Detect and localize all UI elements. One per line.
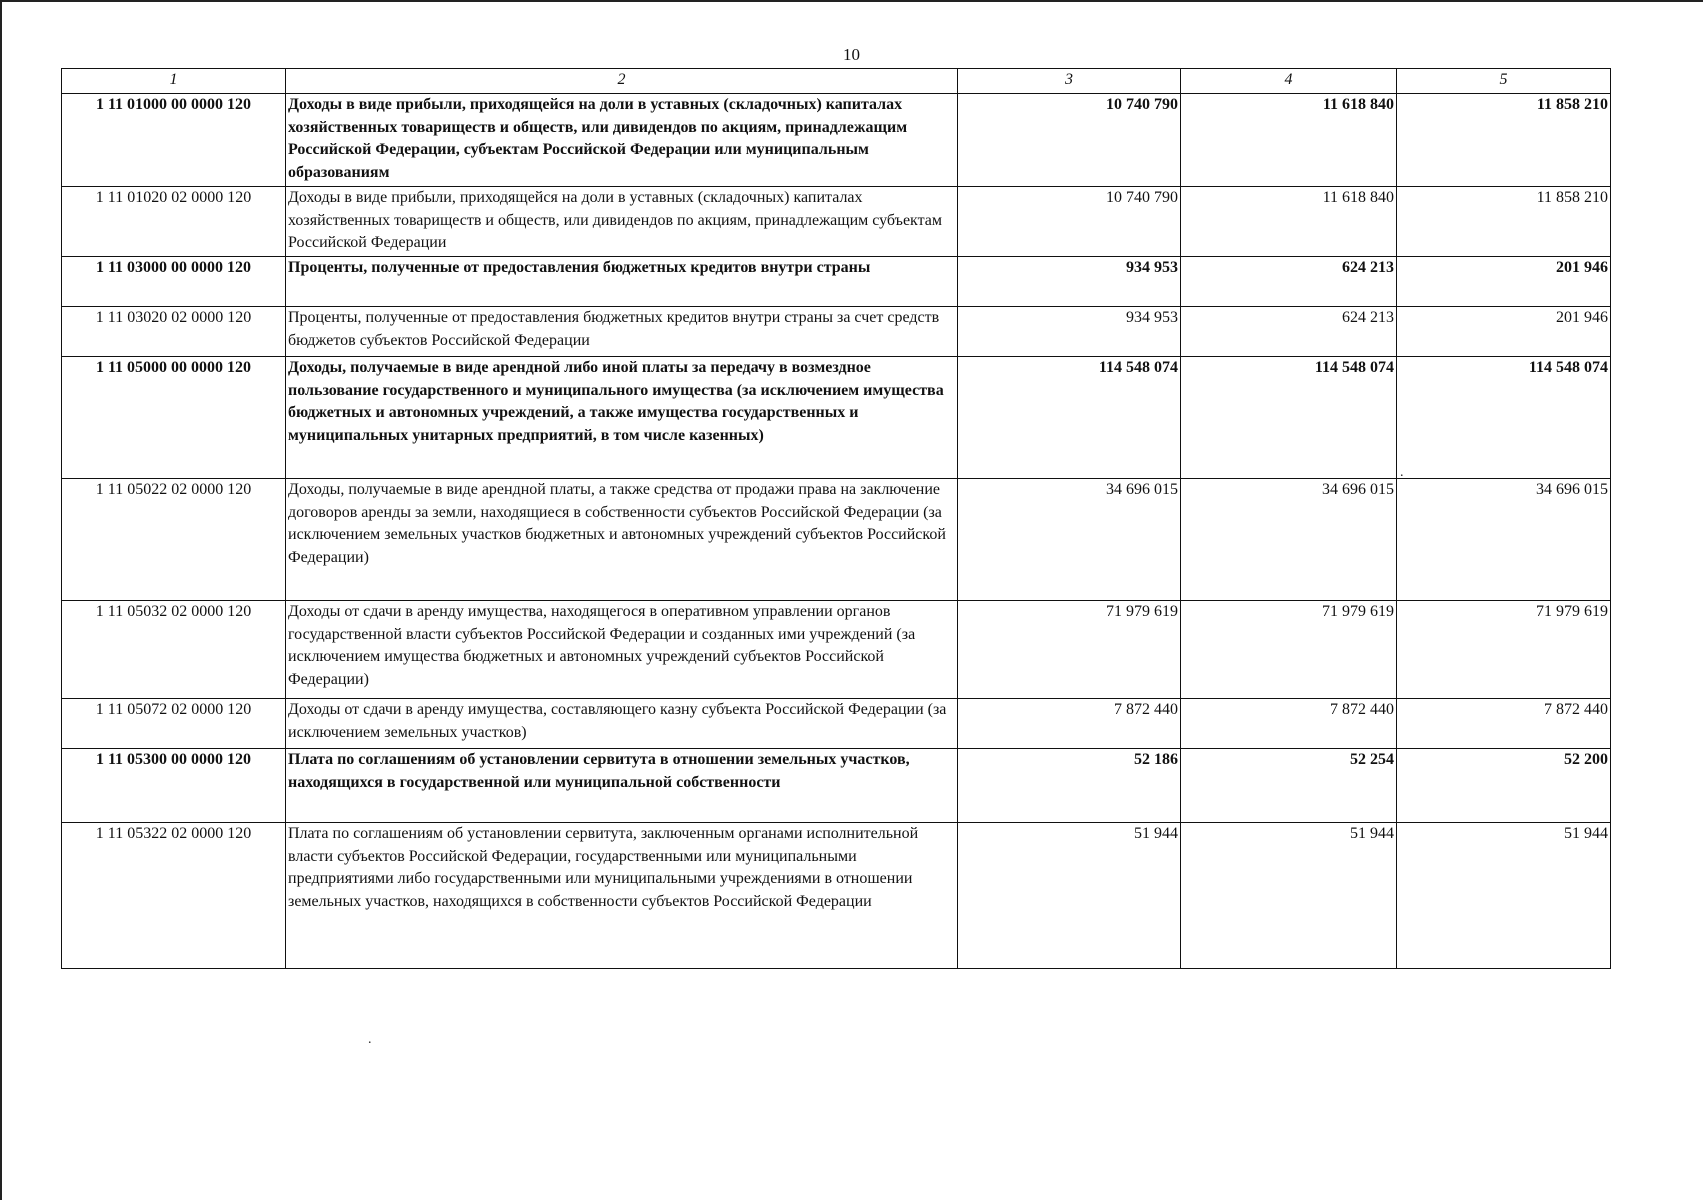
row-code: 1 11 05022 02 0000 120: [62, 479, 286, 601]
row-name: Доходы в виде прибыли, приходящейся на доли в уставных (складочных) капиталах хозяйственных товариществ и обществ, или дивидендов по акциям, принадлежащим субъектам Российской Федерации: [286, 187, 958, 257]
row-name: Доходы в виде прибыли, приходящейся на доли в уставных (складочных) капиталах хозяйственных товариществ и обществ, или дивидендов по акциям, принадлежащим Российской Федерации, субъектам Российской Федерации или муниципальным образованиям: [286, 94, 958, 187]
row-value-3: 10 740 790: [958, 187, 1181, 257]
row-code: 1 11 05322 02 0000 120: [62, 823, 286, 969]
row-value-5: 201 946: [1397, 307, 1611, 357]
row-name: Доходы, получаемые в виде арендной либо иной платы за передачу в возмездное пользование государственного и муниципального имущества (за исключением имущества бюджетных и автономных учреждений, а также имущества государственных и муниципальных унитарных предприятий, в том числе казенных): [286, 357, 958, 479]
header-col-2: 2: [286, 69, 958, 94]
table-row: [62, 307, 1611, 357]
row-name: Доходы от сдачи в аренду имущества, находящегося в оперативном управлении органов государственной власти субъектов Российской Федерации и созданных ими учреждений (за исключением имущества бюджетных и автономных учреждений субъектов Российской Федерации): [286, 601, 958, 699]
row-value-5: 71 979 619: [1397, 601, 1611, 699]
row-name: Плата по соглашениям об установлении сервитута в отношении земельных участков, находящихся в государственной или муниципальной собственности: [286, 749, 958, 823]
row-name: Доходы от сдачи в аренду имущества, составляющего казну субъекта Российской Федерации (за исключением земельных участков): [286, 699, 958, 749]
table-row: [62, 601, 1611, 699]
header-col-3: 3: [958, 69, 1181, 94]
row-name: Проценты, полученные от предоставления бюджетных кредитов внутри страны за счет средств бюджетов субъектов Российской Федерации: [286, 307, 958, 357]
row-code: 1 11 05000 00 0000 120: [62, 357, 286, 479]
row-name: Доходы, получаемые в виде арендной платы, а также средства от продажи права на заключение договоров аренды за земли, находящиеся в собственности субъектов Российской Федерации (за исключением земельных участков бюджетных и автономных учреждений субъектов Российской Федерации): [286, 479, 958, 601]
table-row: [62, 479, 1611, 601]
row-value-4: 624 213: [1181, 307, 1397, 357]
table-row: [62, 823, 1611, 969]
row-value-4: 624 213: [1181, 257, 1397, 307]
row-value-5: 11 858 210: [1397, 187, 1611, 257]
row-value-3: 71 979 619: [958, 601, 1181, 699]
row-value-3: 52 186: [958, 749, 1181, 823]
row-code: 1 11 01020 02 0000 120: [62, 187, 286, 257]
row-value-4: 34 696 015: [1181, 479, 1397, 601]
row-code: 1 11 05072 02 0000 120: [62, 699, 286, 749]
header-col-5: 5: [1397, 69, 1611, 94]
row-code: 1 11 05032 02 0000 120: [62, 601, 286, 699]
table-row: [62, 699, 1611, 749]
row-value-3: 7 872 440: [958, 699, 1181, 749]
table-row: [62, 94, 1611, 187]
row-value-5: 7 872 440: [1397, 699, 1611, 749]
row-name: Плата по соглашениям об установлении сервитута, заключенным органами исполнительной власти субъектов Российской Федерации, государственными или муниципальными предприятиями либо государственными или муниципальными учреждениями в отношении земельных участков, находящихся в собственности субъектов Российской Федерации: [286, 823, 958, 969]
row-value-4: 71 979 619: [1181, 601, 1397, 699]
row-value-5: 11 858 210: [1397, 94, 1611, 187]
page-number: 10: [843, 45, 860, 64]
header-col-4: 4: [1181, 69, 1397, 94]
revenue-table: [61, 68, 1611, 969]
table-row: [62, 257, 1611, 307]
row-value-5: 52 200: [1397, 749, 1611, 823]
row-value-4: 52 254: [1181, 749, 1397, 823]
row-value-4: 11 618 840: [1181, 94, 1397, 187]
row-value-4: 51 944: [1181, 823, 1397, 969]
row-value-3: 51 944: [958, 823, 1181, 969]
row-value-3: 34 696 015: [958, 479, 1181, 601]
row-value-5: 34 696 015: [1397, 479, 1611, 601]
row-code: 1 11 05300 00 0000 120: [62, 749, 286, 823]
header-col-1: 1: [62, 69, 286, 94]
header-row: [62, 69, 1611, 94]
row-value-3: 114 548 074: [958, 357, 1181, 479]
row-code: 1 11 03000 00 0000 120: [62, 257, 286, 307]
row-value-4: 11 618 840: [1181, 187, 1397, 257]
row-value-4: 7 872 440: [1181, 699, 1397, 749]
row-value-5: 114 548 074: [1397, 357, 1611, 479]
table-row: [62, 187, 1611, 257]
table-row: [62, 357, 1611, 479]
table-row: [62, 749, 1611, 823]
row-value-4: 114 548 074: [1181, 357, 1397, 479]
row-code: 1 11 03020 02 0000 120: [62, 307, 286, 357]
row-value-3: 934 953: [958, 307, 1181, 357]
row-value-5: 51 944: [1397, 823, 1611, 969]
row-value-3: 934 953: [958, 257, 1181, 307]
row-value-3: 10 740 790: [958, 94, 1181, 187]
scan-speck: .: [368, 1032, 372, 1047]
row-name: Проценты, полученные от предоставления бюджетных кредитов внутри страны: [286, 257, 958, 307]
row-code: 1 11 01000 00 0000 120: [62, 94, 286, 187]
scan-speck: .: [1400, 465, 1404, 480]
row-value-5: 201 946: [1397, 257, 1611, 307]
